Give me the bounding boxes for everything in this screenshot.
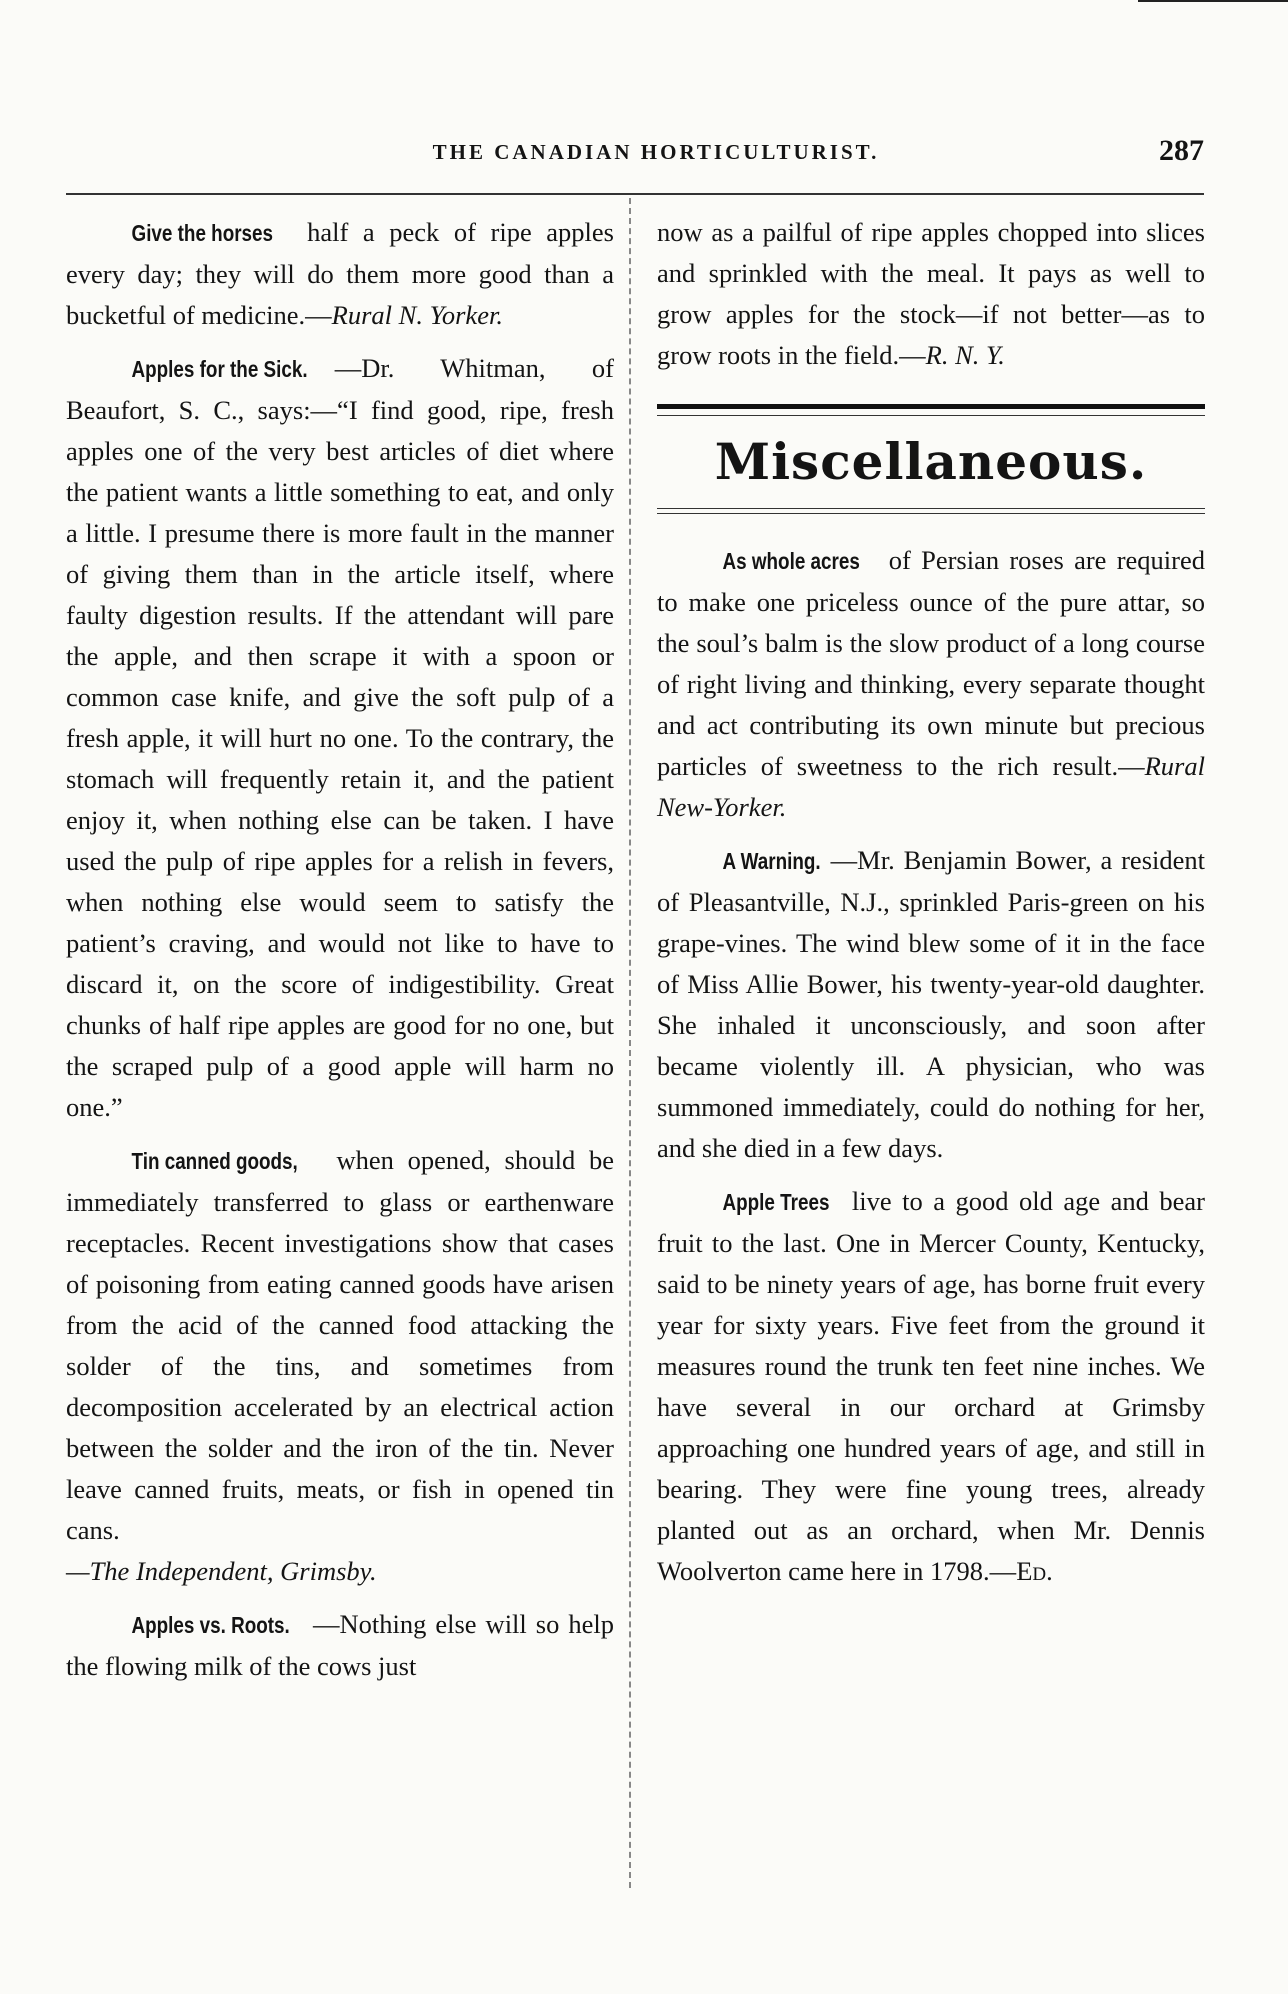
paragraph-tin-canned-goods — [66, 1140, 614, 1592]
paragraph-text: half a peck of ripe apples every day; they will do them more good than a bucketful of medicine.— — [66, 217, 614, 330]
paragraph-apples-vs-roots-continued — [657, 212, 1205, 376]
paragraph-source: R. N. Y. — [925, 340, 1005, 370]
paragraph-lead: A Warning. — [722, 848, 821, 874]
paragraph-lead: As whole acres — [722, 548, 860, 574]
left-column — [66, 212, 614, 1699]
right-column — [657, 212, 1205, 1604]
paragraph-lead: Apples for the Sick. — [131, 356, 308, 382]
page-header — [66, 134, 1204, 180]
paragraph-text: now as a pailful of ripe apples chopped into slices and sprinkled with the meal. It pays as well to grow apples for the stock—if not better—as to grow roots in the field.— — [657, 217, 1205, 370]
running-title: THE CANADIAN HORTICULTURIST. — [432, 140, 880, 164]
paragraph-lead: Apple Trees — [722, 1189, 830, 1215]
paragraph-source: Rural N. Yorker. — [331, 300, 503, 330]
paragraph-lead: Apples vs. Roots. — [131, 1612, 290, 1638]
paragraph-text: —Nothing else will so help the flowing milk of the cows just — [66, 1609, 614, 1681]
paragraph-source: Rural New-Yorker. — [657, 751, 1205, 822]
paragraph-persian-roses — [657, 540, 1205, 828]
paragraph-apples-vs-roots — [66, 1604, 614, 1687]
section-heading: Miscellaneous. — [714, 432, 1148, 491]
section-rule-bottom — [657, 508, 1205, 514]
paragraph-text: —Dr. Whitman, of Beaufort, S. C., says:—“I find good, ripe, fresh apples one of the very best articles of diet where the patient wants a little something to eat, and only a little. I presume there is more fault in the manner of giving them than in the article itself, where faulty digestion results. If the attendant will pare the apple, and then scrape it with a spoon or common case knife, and give the soft pulp of a fresh apple, it will hurt no one. To the contrary, the stomach will frequently retain it, and the patient enjoy it, when nothing else can be taken. I have used the pulp of ripe apples for a relish in fevers, when nothing else would seem to satisfy the patient’s craving, and would not like to have to discard it, on the score of indigestibility. Great chunks of half ripe apples are good for no one, but the scraped pulp of a good apple will harm no one.” — [66, 353, 614, 1122]
header-rule — [66, 193, 1204, 195]
paragraph-source: —The Independent, Grimsby. — [66, 1556, 377, 1586]
paragraph-apple-trees — [657, 1181, 1205, 1592]
paragraph-text: —Mr. Benjamin Bower, a resident of Pleasantville, N.J., sprinkled Paris-green on his grape-vines. The wind blew some of it in the face of Miss Allie Bower, his twenty-year-old daughter. She inhaled it unconsciously, and soon after became violently ill. A physician, who was summoned immediately, could do nothing for her, and she died in a few days. — [657, 845, 1205, 1163]
paragraph-text: live to a good old age and bear fruit to the last. One in Mercer County, Kentucky, said to be ninety years of age, has borne fruit every year for sixty years. Five feet from the ground it measures round the trunk ten feet nine inches. We have several in our orchard at Grimsby approaching one hundred years of age, and still in bearing. They were fine young trees, already planted out as an orchard, when Mr. Dennis Woolverton came here in 1798.— — [657, 1186, 1205, 1586]
column-divider — [629, 198, 631, 1888]
paragraph-apples-for-the-sick — [66, 348, 614, 1128]
editor-signoff: Ed. — [1016, 1556, 1053, 1586]
paragraph-lead: Give the horses — [131, 220, 274, 246]
corner-rule — [1138, 0, 1288, 2]
paragraph-a-warning — [657, 840, 1205, 1169]
paragraph-lead: Tin canned goods, — [131, 1148, 298, 1174]
section-rule-top — [657, 404, 1205, 416]
paragraph-text: of Persian roses are required to make one priceless ounce of the pure attar, so the soul’s balm is the slow product of a long course of right living and thinking, every separate thought and act contributing its own minute but precious particles of sweetness to the rich result.— — [657, 545, 1205, 781]
paragraph-text: when opened, should be immediately transferred to glass or earthenware receptacles. Recent investigations show that cases of poisoning from eating canned goods have arisen from the acid of the canned food attacking the solder of the tins, and sometimes from decomposition accelerated by an electrical action between the solder and the iron of the tin. Never leave canned fruits, meats, or fish in opened tin cans. — [66, 1145, 614, 1545]
paragraph-horses — [66, 212, 614, 336]
page-number: 287 — [1159, 134, 1204, 167]
